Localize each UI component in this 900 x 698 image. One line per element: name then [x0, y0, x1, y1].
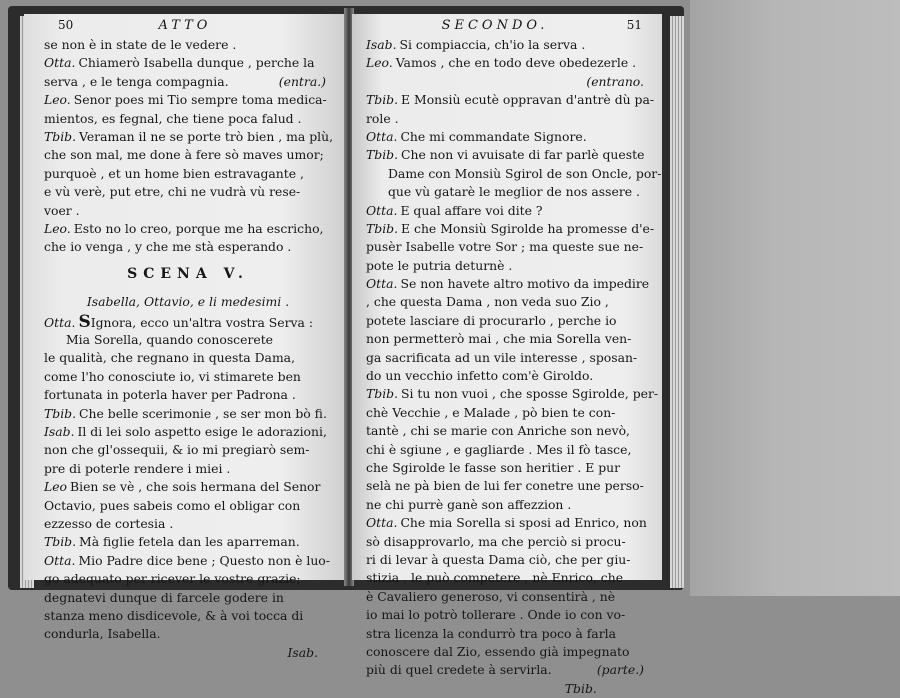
text-line	[366, 385, 659, 403]
text-line	[366, 643, 650, 661]
line-text: purquoè , et un home bien estravagante ,	[44, 165, 304, 181]
line-text: le qualità, che regnano in questa Dama,	[44, 350, 296, 366]
text-line	[44, 73, 332, 91]
line-text: stra licenza la condurrò tra poco à farla	[366, 625, 616, 641]
line-text: condurla, Isabella.	[44, 626, 161, 642]
text-line	[366, 275, 650, 293]
text-line	[44, 165, 332, 183]
speaker-label: Otta.	[366, 128, 398, 144]
text-line	[366, 36, 650, 54]
text-line	[366, 312, 650, 330]
text-line	[366, 73, 650, 91]
speaker-label: Otta.	[366, 515, 398, 531]
line-text: che io venga , y che me stà esperando .	[44, 239, 292, 255]
text-line	[44, 220, 332, 238]
speaker-label: Tbib.	[366, 147, 399, 163]
text-line	[366, 238, 650, 256]
speaker-label: Tbib.	[44, 128, 77, 144]
line-text: Esto no lo creo, porque me ha escricho,	[73, 220, 324, 236]
stage-direction: (entrano.	[586, 73, 644, 89]
text-line	[44, 349, 332, 367]
line-text: Mia Sorella, quando conoscerete	[66, 332, 274, 348]
text-line	[366, 606, 650, 624]
line-text: sò disapprovarlo, ma che perciò si procu-	[366, 533, 626, 549]
line-text: voer .	[44, 202, 80, 218]
line-text: E che Monsiù Sgirolde ha promesse d'e-	[401, 220, 655, 236]
right-page-header	[352, 18, 662, 36]
text-line	[44, 625, 332, 643]
line-text: Bien se vè , che sois hermana del Senor	[70, 479, 321, 495]
line-text: che Sgirolde le fasse son heritier . E pur	[366, 459, 621, 475]
line-text: serva , e le tenga compagnia.	[44, 73, 229, 89]
text-line	[44, 515, 332, 533]
line-text: e vù verè, put etre, chi ne vudrà vù rese-	[44, 184, 301, 200]
text-line	[44, 460, 332, 478]
text-line	[44, 183, 332, 201]
text-line	[44, 331, 332, 349]
line-text: chè Vecchie , e Malade , pò bien te con-	[366, 404, 616, 420]
text-line	[44, 54, 332, 72]
text-line	[44, 423, 332, 441]
line-text: più di quel credete à servirla.	[366, 662, 552, 678]
text-line	[44, 589, 332, 607]
left-page-header	[24, 18, 346, 36]
speaker-label: Otta.	[44, 55, 76, 71]
line-text: do un vecchio infetto com'è Giroldo.	[366, 368, 594, 384]
line-text: , che questa Dama , non veda suo Zio ,	[366, 294, 609, 310]
text-line	[44, 238, 332, 256]
text-line	[366, 496, 650, 514]
text-line	[44, 533, 332, 551]
line-text: Che mia Sorella si sposi ad Enrico, non	[400, 515, 647, 531]
line-text: Che non vi avuisate di far parlè queste	[401, 147, 645, 163]
stage-direction: (parte.)	[596, 662, 644, 678]
line-text: go adequato per ricever le vostre grazie;	[44, 571, 301, 587]
text-line	[44, 110, 332, 128]
speaker-label: Leo.	[44, 92, 71, 108]
line-text: E qual affare voi dite ?	[400, 202, 543, 218]
line-text: ri di levar à questa Dama ciò, che per giu-	[366, 551, 631, 567]
speaker-label: Tbib.	[366, 386, 399, 402]
line-text: que vù gatarè le meglior de nos assere .	[388, 184, 640, 200]
speaker-label: Tbib.	[366, 220, 399, 236]
line-text: degnatevi dunque di farcele godere in	[44, 589, 284, 605]
line-text: fortunata in poterla haver per Padrona .	[44, 387, 296, 403]
line-text: Si compiaccia, ch'io la serva .	[399, 37, 586, 52]
speaker-label: Otta.	[366, 276, 398, 292]
text-line	[366, 257, 650, 275]
line-text: Il di lei solo aspetto esige le adorazioni,	[77, 424, 327, 440]
text-line	[366, 146, 650, 164]
line-text: Mà figlie fetela dan les aparreman.	[79, 534, 300, 550]
line-text: che son mal, me done à fere sò maves umor;	[44, 147, 324, 163]
stage-direction: (entra.)	[278, 73, 326, 89]
text-line	[44, 36, 332, 54]
text-line	[44, 552, 332, 570]
catchword: Tbib.	[564, 680, 597, 696]
text-line	[366, 54, 650, 72]
line-text: Veraman il ne se porte trò bien , ma plù,	[79, 128, 334, 144]
line-text: non permetterò mai , che mia Sorella ven-	[366, 331, 632, 347]
text-line	[44, 478, 332, 496]
text-line	[44, 146, 332, 164]
line-text: ga sacrificata ad un vile interesse , sposan-	[366, 349, 638, 365]
line-text: Mio Padre dice bene ; Questo non è luo-	[78, 552, 330, 568]
text-line	[366, 293, 650, 311]
text-line	[366, 220, 655, 238]
speaker-label: Leo.	[44, 220, 71, 236]
line-text: role .	[366, 110, 399, 126]
text-line	[366, 128, 650, 146]
text-line	[366, 110, 650, 128]
text-line	[44, 405, 332, 423]
line-text: conoscere dal Zio, essendo già impegnato	[366, 643, 630, 659]
left-page-text	[44, 36, 332, 662]
text-line	[44, 441, 332, 459]
text-line	[44, 313, 332, 331]
line-text: selà ne pà bien de lui fer conetre une perso-	[366, 478, 644, 494]
background-surface	[690, 0, 900, 596]
text-line	[366, 404, 650, 422]
line-text: E Monsiù ecutè oppravan d'antrè dù pa-	[401, 92, 655, 108]
catchword: Isab.	[287, 644, 318, 660]
page-number: 50	[58, 18, 74, 32]
line-text: mientos, es fegnal, che tiene poca falud .	[44, 110, 302, 126]
line-text: Dame con Monsiù Sgirol de son Oncle, por-	[388, 165, 662, 181]
line-text: ne chi purrè ganè son affezzion .	[366, 496, 572, 512]
line-text: Chiamerò Isabella dunque , perche la	[78, 55, 315, 71]
line-text: chi è sgiune , e gagliarde . Mes il fò tasce,	[366, 441, 632, 457]
right-page	[352, 14, 662, 696]
line-text: tantè , chi se marie con Anriche son nevò,	[366, 423, 630, 439]
speaker-label: Tbib.	[366, 92, 399, 108]
line-text: stizia , le può competere , nè Enrico, che	[366, 570, 624, 586]
text-line	[366, 588, 650, 606]
line-text: pote le putria deturnè .	[366, 257, 513, 273]
drop-cap: S	[78, 311, 91, 332]
text-line	[366, 569, 650, 587]
speaker-label: Leo	[44, 479, 68, 495]
text-line	[366, 477, 650, 495]
text-line	[44, 128, 332, 146]
speaker-label: Isab.	[44, 424, 75, 440]
line-text: come l'ho conosciute io, vi stimarete ben	[44, 368, 301, 384]
text-line	[366, 625, 650, 643]
left-page	[24, 14, 346, 660]
line-text: pre di poterle rendere i miei .	[44, 460, 231, 476]
text-line	[366, 551, 650, 569]
text-line	[44, 91, 332, 109]
line-text: stanza meno disdicevole, & à voi tocca di	[44, 607, 304, 623]
line-text: Senor poes mi Tio sempre toma medica-	[73, 92, 327, 108]
line-text: è Cavaliero generoso, vi consentirà , nè	[366, 588, 616, 604]
text-line	[366, 459, 650, 477]
text-line	[366, 367, 650, 385]
speaker-label: Tbib.	[44, 405, 77, 421]
text-line	[366, 533, 650, 551]
scene-cast: Isabella, Ottavio, e li medesimi .	[86, 293, 290, 309]
line-text: Ignora, ecco un'altra vostra Serva :	[90, 314, 314, 330]
line-text: non che gl'ossequii, & io mi pregiarò sem-	[44, 442, 310, 458]
text-line	[44, 386, 332, 404]
line-text: pusèr Isabelle votre Sor ; ma queste sue ne-	[366, 239, 644, 255]
scene-heading: SCENA V.	[127, 265, 249, 282]
line-text: se non è in state de le vedere .	[44, 37, 237, 52]
line-text: Che mi commandate Signore.	[400, 128, 587, 144]
line-text: Si tu non vuoi , che sposse Sgirolde, per-	[401, 386, 659, 402]
text-line	[366, 91, 655, 109]
speaker-label: Leo.	[366, 55, 393, 71]
page-number: 51	[626, 18, 642, 32]
text-line	[366, 202, 650, 220]
speaker-label: Tbib.	[44, 534, 77, 550]
running-head: ATTO	[158, 18, 212, 33]
right-page-edges	[670, 16, 684, 588]
text-line	[366, 661, 650, 679]
text-line	[366, 165, 662, 183]
text-line	[366, 183, 650, 201]
text-line	[44, 497, 332, 515]
speaker-label: Isab.	[366, 37, 397, 52]
line-text: ezzesso de cortesia .	[44, 515, 174, 531]
text-line	[366, 441, 650, 459]
text-line	[44, 368, 332, 386]
line-text: Vamos , che en todo deve obedezerle .	[395, 55, 637, 71]
text-line	[44, 202, 332, 220]
text-line	[366, 349, 650, 367]
line-text: potete lasciare di procurarlo , perche io	[366, 312, 617, 328]
text-line	[366, 422, 650, 440]
text-line	[366, 330, 650, 348]
speaker-label: Otta.	[44, 552, 76, 568]
speaker-label: Otta.	[366, 202, 398, 218]
speaker-label: Otta.	[44, 314, 76, 330]
running-head: SECONDO.	[441, 18, 549, 33]
line-text: Se non havete altro motivo da impedire	[400, 276, 650, 292]
line-text: Che belle scerimonie , se ser mon bò fi.	[79, 405, 327, 421]
line-text: io mai lo potrò tollerare . Onde io con vo-	[366, 607, 626, 623]
right-page-text	[366, 36, 662, 698]
text-line	[44, 570, 332, 588]
text-line	[366, 514, 650, 532]
text-line	[44, 607, 332, 625]
line-text: Octavio, pues sabeis como el obligar con	[44, 497, 301, 513]
